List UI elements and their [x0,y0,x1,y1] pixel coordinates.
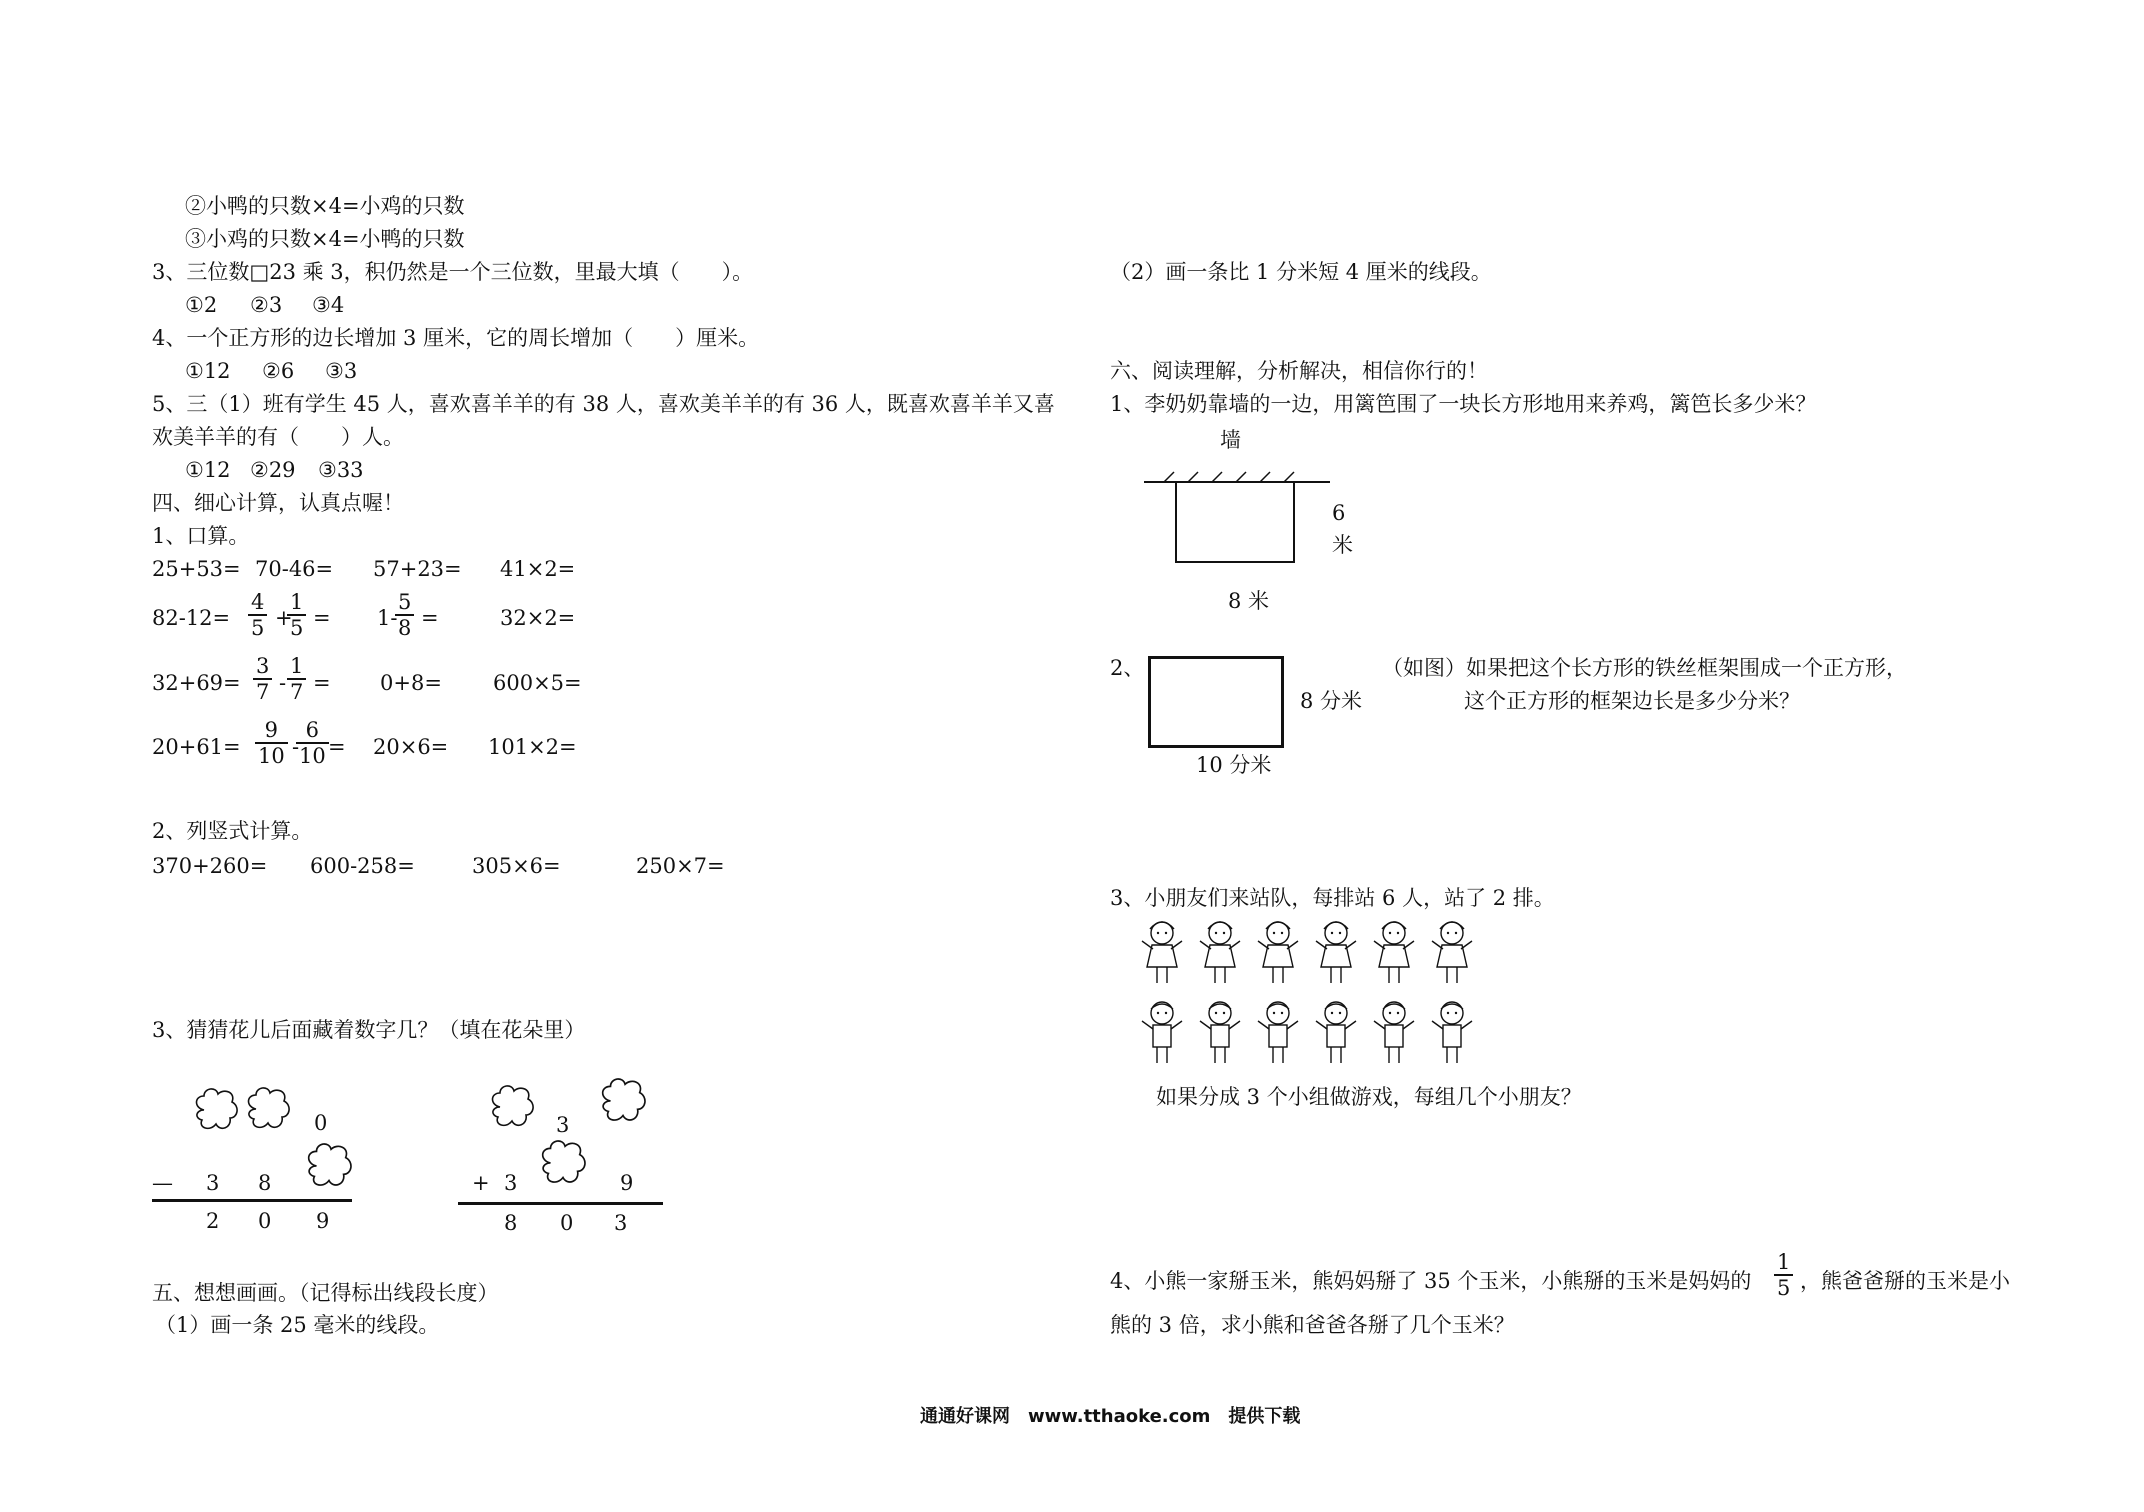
oral-item: 20×6= [373,735,449,759]
vertical-item: 305×6= [472,854,561,878]
fraction: $\frac{9}{10}$ [255,718,288,768]
problem-2-number: 2、 [1110,656,1145,680]
question-4: 4、一个正方形的边长增加 3 厘米，它的周长增加（ ）厘米。 [152,326,760,350]
flower-icon[interactable] [538,1140,588,1188]
footer: 通通好课网 www.tthaoke.com 提供下载 [920,1406,1301,1427]
boy-figure [1142,1002,1182,1063]
oral-item: 82-12= [152,606,231,630]
problem-4-line-1b: ，熊爸爸掰的玉米是小 [1800,1269,2010,1293]
problem-2-text-2: 这个正方形的框架边长是多少分米？ [1464,689,1800,713]
sum-line [152,1199,352,1202]
section-5-q1: （1）画一条 25 毫米的线段。 [155,1313,440,1337]
oral-item: 41×2= [500,557,576,581]
q4-option-3: ③3 [325,359,358,383]
operator: - [279,671,287,695]
equals: = [313,606,331,630]
equals: = [421,606,439,630]
section-5-q2: （2）画一条比 1 分米短 4 厘米的线段。 [1110,260,1492,284]
guess-title: 3、猜猜花儿后面藏着数字几？（填在花朵里） [152,1018,586,1042]
digit: 8 [258,1171,272,1195]
vertical-item: 370+260= [152,854,268,878]
vertical-item: 250×7= [636,854,725,878]
fraction: $\frac{4}{5}$ [248,590,267,640]
oral-item: 101×2= [488,735,577,759]
side-length: 6 [1332,501,1346,525]
rect-side-label: 8 分米 [1300,689,1363,713]
equals: = [328,735,346,759]
side-unit: 米 [1332,533,1353,557]
oral-calc-title: 1、口算。 [152,524,250,548]
boy-figure [1432,1002,1472,1063]
fraction: $\frac{5}{8}$ [395,590,414,640]
section-5-title: 五、想想画画。（记得标出线段长度） [152,1281,499,1305]
oral-item: 25+53= [152,557,241,581]
girl-figure [1316,922,1356,983]
operator: - [292,735,300,759]
rectangle-frame [1148,656,1284,748]
oral-item: 600×5= [493,671,582,695]
oral-item: 0+8= [380,671,442,695]
flower-icon[interactable] [488,1085,536,1131]
bottom-length: 8 米 [1228,589,1270,613]
girl-figure [1374,922,1414,983]
option-duck-times-4: ②小鸭的只数×4=小鸡的只数 [185,194,465,218]
digit: 3 [556,1113,570,1137]
digit: 3 [614,1211,628,1235]
q3-option-2: ②3 [250,293,283,317]
problem-3: 3、小朋友们来站队，每排站 6 人，站了 2 排。 [1110,886,1555,910]
option-chick-times-4: ③小鸡的只数×4=小鸭的只数 [185,227,465,251]
q3-option-3: ③4 [312,293,345,317]
fraction: $\frac{1}{5}$ [287,590,306,640]
fraction: $\frac{1}{7}$ [287,654,306,704]
question-5-line-1: 5、三（1）班有学生 45 人，喜欢喜羊羊的有 38 人，喜欢美羊羊的有 36 人，既喜欢喜羊羊又喜 [152,392,1055,416]
fraction: $\frac{6}{10}$ [296,718,329,768]
flower-icon[interactable] [244,1087,292,1133]
digit: 2 [206,1209,220,1233]
minus-sign: — [152,1171,173,1195]
digit: 9 [620,1171,634,1195]
flower-icon[interactable] [304,1143,354,1191]
rect-bottom-label: 10 分米 [1196,753,1272,777]
q4-option-2: ②6 [262,359,295,383]
fence-diagram [1140,462,1340,572]
problem-2-text-1: （如图）如果把这个长方形的铁丝框架围成一个正方形， [1382,656,1907,680]
equals: = [313,671,331,695]
flower-icon[interactable] [192,1088,240,1134]
boy-figure [1258,1002,1298,1063]
wall-label: 墙 [1220,428,1241,452]
girl-figure [1142,922,1182,983]
digit: 9 [316,1209,330,1233]
q3-option-1: ①2 [185,293,218,317]
q4-option-1: ①12 [185,359,231,383]
vertical-calc-title: 2、列竖式计算。 [152,819,313,843]
operator: + [275,606,293,630]
digit: 3 [206,1171,220,1195]
children-illustration [1140,915,1500,1075]
digit: 0 [314,1111,328,1135]
problem-1: 1、李奶奶靠墙的一边，用篱笆围了一块长方形地用来养鸡，篱笆长多少米？ [1110,392,1817,416]
plus-sign: + [472,1171,490,1195]
question-5-line-2: 欢美羊羊的有（ ）人。 [152,425,404,449]
problem-4-line-2: 熊的 3 倍，求小熊和爸爸各掰了几个玉米？ [1110,1313,1515,1337]
oral-item: 32×2= [500,606,576,630]
girl-figure [1432,922,1472,983]
oral-item: 20+61= [152,735,241,759]
q5-option-1: ①12 [185,458,231,482]
sum-line [458,1202,663,1205]
digit: 0 [560,1211,574,1235]
boy-figure [1374,1002,1414,1063]
digit: 3 [504,1171,518,1195]
fraction: $\frac{3}{7}$ [253,654,272,704]
vertical-item: 600-258= [310,854,415,878]
question-3: 3、三位数□23 乘 3，积仍然是一个三位数，里最大填（ ）。 [152,260,754,284]
problem-3-question: 如果分成 3 个小组做游戏，每组几个小朋友？ [1156,1085,1582,1109]
girl-figure [1200,922,1240,983]
section-6-title: 六、阅读理解，分析解决，相信你行的！ [1110,359,1488,383]
q5-option-3: ③33 [318,458,364,482]
problem-4-line-1a: 4、小熊一家掰玉米，熊妈妈掰了 35 个玉米，小熊掰的玉米是妈妈的 [1110,1269,1752,1293]
digit: 8 [504,1211,518,1235]
oral-item: 32+69= [152,671,241,695]
boy-figure [1200,1002,1240,1063]
oral-item: 57+23= [373,557,462,581]
digit: 0 [258,1209,272,1233]
fraction: $\frac{1}{5}$ [1774,1250,1793,1300]
oral-item: 70-46= [255,557,334,581]
flower-icon[interactable] [598,1076,648,1128]
section-4-title: 四、细心计算，认真点喔！ [152,491,404,515]
boy-figure [1316,1002,1356,1063]
operator: 1- [377,606,398,630]
q5-option-2: ②29 [250,458,296,482]
girl-figure [1258,922,1298,983]
